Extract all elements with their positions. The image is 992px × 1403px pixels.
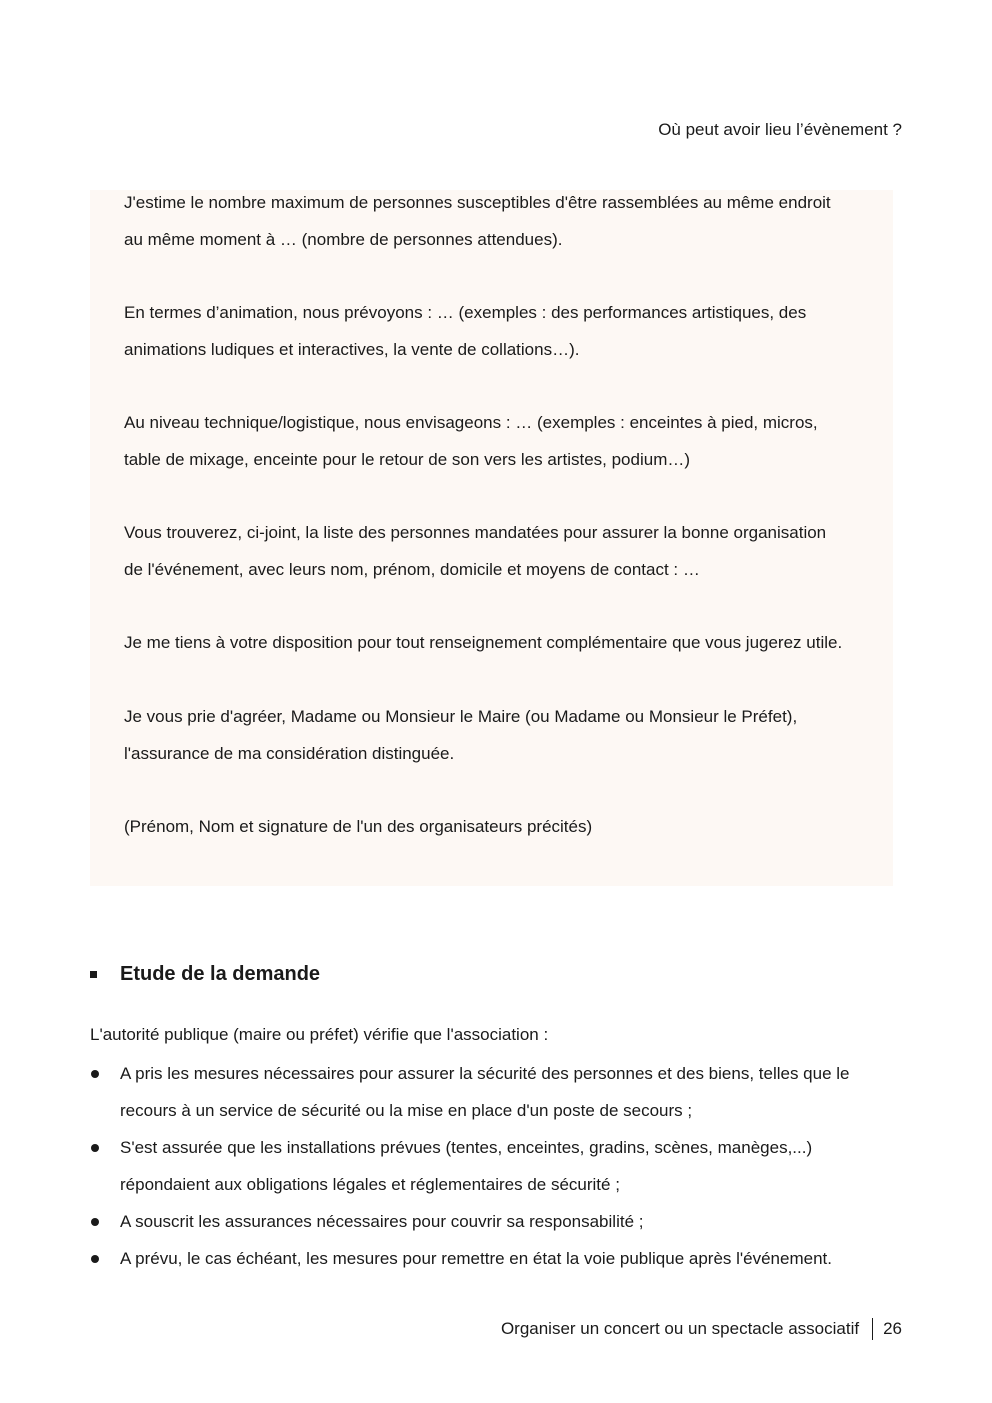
bullet-dot-icon	[91, 1070, 99, 1078]
section-intro: L'autorité publique (maire ou préfet) vérifie que l'association :	[90, 1025, 549, 1044]
list-item	[90, 1203, 910, 1240]
footer-document-title: Organiser un concert ou un spectacle associatif	[500, 1319, 860, 1338]
letter-line: Au niveau technique/logistique, nous envisageons : … (exemples : enceintes à pied, micros,	[124, 413, 818, 432]
letter-line: au même moment à … (nombre de personnes attendues).	[124, 230, 563, 249]
section-heading	[90, 960, 320, 988]
list-item-line: A souscrit les assurances nécessaires pour couvrir sa responsabilité ;	[120, 1212, 644, 1231]
page-header-title: Où peut avoir lieu l’évènement ?	[658, 120, 902, 139]
list-item-line: répondaient aux obligations légales et réglementaires de sécurité ;	[120, 1175, 620, 1194]
letter-paragraph	[124, 184, 831, 258]
letter-paragraph	[124, 294, 806, 368]
page-footer	[501, 1317, 902, 1341]
list-item-line: S'est assurée que les installations prévues (tentes, enceintes, gradins, scènes, manèges,...)	[120, 1138, 813, 1157]
square-bullet-icon	[90, 971, 97, 978]
letter-line: Vous trouverez, ci-joint, la liste des personnes mandatées pour assurer la bonne organisation	[124, 523, 827, 542]
letter-paragraph	[124, 404, 818, 478]
bullet-dot-icon	[91, 1218, 99, 1226]
letter-line: table de mixage, enceinte pour le retour de son vers les artistes, podium…)	[124, 450, 691, 469]
footer-separator	[872, 1318, 873, 1340]
letter-paragraph	[124, 698, 797, 772]
bullet-dot-icon	[91, 1144, 99, 1152]
letter-line: l'assurance de ma considération distinguée.	[124, 744, 455, 763]
section-title: Etude de la demande	[120, 963, 321, 985]
list-item-line: A pris les mesures nécessaires pour assurer la sécurité des personnes et des biens, telles que le	[120, 1064, 850, 1083]
letter-line: En termes d’animation, nous prévoyons : … (exemples : des performances artistiques, des	[124, 303, 807, 322]
letter-line: J'estime le nombre maximum de personnes susceptibles d'être rassemblées au même endroit	[124, 193, 831, 212]
letter-paragraph	[124, 514, 826, 588]
letter-line: animations ludiques et interactives, la vente de collations…).	[124, 340, 580, 359]
requirements-list	[90, 1055, 910, 1277]
page-number: 26	[883, 1319, 902, 1338]
letter-line: Je me tiens à votre disposition pour tout renseignement complémentaire que vous jugerez utile.	[124, 633, 843, 652]
bullet-dot-icon	[91, 1255, 99, 1263]
list-item	[90, 1240, 910, 1277]
letter-paragraph	[124, 808, 592, 845]
letter-line: de l'événement, avec leurs nom, prénom, domicile et moyens de contact : …	[124, 560, 700, 579]
list-item-line: recours à un service de sécurité ou la mise en place d'un poste de secours ;	[120, 1101, 693, 1120]
letter-paragraph	[124, 624, 842, 661]
list-item	[90, 1055, 910, 1129]
list-item	[90, 1129, 910, 1203]
list-item-line: A prévu, le cas échéant, les mesures pour remettre en état la voie publique après l'événement.	[120, 1249, 832, 1268]
letter-line: Je vous prie d'agréer, Madame ou Monsieur le Maire (ou Madame ou Monsieur le Préfet),	[124, 707, 798, 726]
letter-line: (Prénom, Nom et signature de l'un des organisateurs précités)	[124, 817, 593, 836]
